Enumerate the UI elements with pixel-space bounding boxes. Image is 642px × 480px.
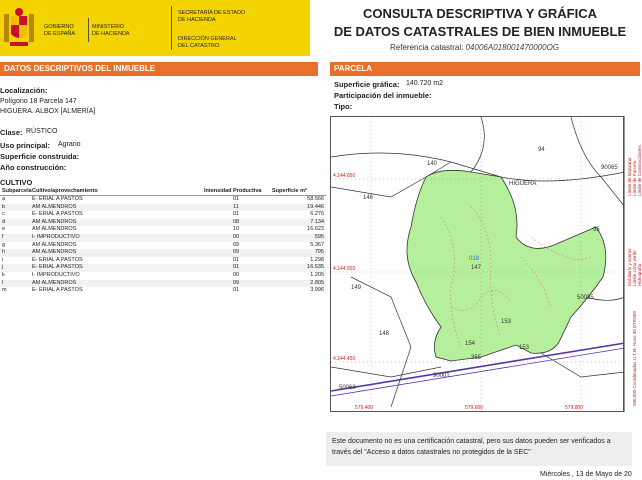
- table-cell: 09: [232, 241, 240, 248]
- map-label: 95: [593, 227, 600, 233]
- table-cell: 11: [202, 204, 270, 212]
- parcel-147-area: [407, 170, 606, 361]
- table-cell: 09: [202, 249, 270, 257]
- table-row: [0, 234, 326, 242]
- superficie-construida-label: Superficie construida:: [0, 152, 80, 161]
- table-cell: E- ERIAL A PASTOS: [32, 287, 83, 294]
- localizacion-line-2: HIGUERA. ALBOX [ALMERÍA]: [0, 108, 96, 115]
- table-cell: 01: [232, 287, 240, 294]
- anio-construccion-label: Año construcción:: [0, 163, 67, 172]
- table-cell: 1.298: [310, 256, 324, 263]
- map-legend: [624, 116, 640, 412]
- table-row: [0, 219, 326, 227]
- coordinate-label: 579.800: [565, 405, 584, 411]
- table-row: [0, 242, 326, 250]
- column-header: Superficie m²: [270, 186, 326, 196]
- table-cell: 595: [270, 234, 326, 242]
- table-row: [0, 264, 326, 272]
- legend-item: Límite zona verde: [632, 250, 637, 286]
- table-cell: f: [0, 234, 30, 242]
- table-row: [0, 226, 326, 234]
- table-cell: i: [2, 256, 4, 263]
- table-cell: l: [0, 280, 30, 288]
- map-label: 140: [427, 161, 438, 167]
- column-header: Intensidad Productiva: [202, 186, 270, 196]
- table-row: [0, 257, 326, 265]
- table-cell: 6.276: [310, 211, 324, 218]
- map-label: 146: [363, 195, 374, 201]
- coordinate-label: 579.600: [465, 405, 484, 411]
- table-cell: 5.367: [310, 241, 324, 248]
- table-cell: 2.805: [270, 280, 326, 288]
- table-row: [0, 280, 326, 288]
- title-line-1: CONSULTA DESCRIPTIVA Y GRÁFICA: [362, 6, 597, 21]
- coordinate-label: 4.144.550: [333, 266, 356, 272]
- descriptive-data-section-title: DATOS DESCRIPTIVOS DEL INMUEBLE: [0, 62, 318, 76]
- table-row: [0, 249, 326, 257]
- table-row: [0, 287, 326, 295]
- banner-divider: [88, 18, 89, 42]
- uso-principal-label: Uso principal:: [0, 141, 51, 150]
- table-cell: 3.996: [310, 287, 324, 294]
- table-cell: AM ALMENDROS: [32, 241, 77, 248]
- table-cell: E- ERIAL A PASTOS: [30, 264, 202, 272]
- cultivo-title: CULTIVO: [0, 178, 33, 187]
- parcel-map-drawing: [331, 117, 625, 413]
- table-cell: 1.205: [310, 271, 324, 278]
- table-cell: AM ALMENDROS: [32, 226, 77, 233]
- table-cell: j: [0, 264, 30, 272]
- cultivo-table: [0, 186, 326, 295]
- table-cell: 19.446: [270, 204, 326, 212]
- table-cell: g: [2, 241, 6, 248]
- table-cell: 00: [202, 234, 270, 242]
- coordinate-label: 4.144.450: [333, 356, 356, 362]
- localizacion-line-1: Polígono 18 Parcela 147: [0, 98, 77, 105]
- table-row: [0, 211, 326, 219]
- map-label: 355: [471, 355, 482, 361]
- table-cell: d: [0, 219, 30, 227]
- page-header: [0, 0, 640, 58]
- map-label: 50035: [577, 295, 594, 301]
- tipo-label: Tipo:: [334, 102, 353, 111]
- legend-item: Hidrografía: [637, 263, 642, 286]
- map-label: 148: [379, 331, 390, 337]
- participacion-label: Participación del inmueble:: [334, 91, 432, 100]
- map-label: 90065: [601, 165, 618, 171]
- table-cell: AM ALMENDROS: [30, 219, 202, 227]
- map-label: 94: [538, 147, 545, 153]
- table-cell: 16.623: [307, 226, 324, 233]
- coordinate-label: 579.400: [355, 405, 374, 411]
- coordinate-label: 4.144.650: [333, 173, 356, 179]
- table-cell: 01: [202, 264, 270, 272]
- table-cell: 09: [202, 280, 270, 288]
- footer-date: Miércoles , 13 de Mayo de 20: [540, 471, 632, 478]
- map-label: 90001: [433, 373, 450, 379]
- document-title: [320, 5, 640, 41]
- map-label: 018: [469, 256, 480, 262]
- table-cell: AM ALMENDROS: [30, 280, 202, 288]
- map-label: 153: [519, 345, 530, 351]
- cadastral-map[interactable]: [330, 116, 624, 412]
- table-cell: 01: [232, 211, 240, 218]
- clase-label: Clase:: [0, 128, 23, 137]
- legend-item: 500.000 Coordenadas U.T.M. Huso 30 ETRS89: [632, 310, 637, 406]
- column-header: Cultivo/aprovechamiento: [30, 186, 202, 196]
- table-cell: E- ERIAL A PASTOS: [32, 196, 83, 202]
- map-label: 154: [465, 341, 476, 347]
- table-cell: a: [2, 196, 6, 202]
- map-label: 50068: [339, 385, 356, 391]
- column-header: Subparcela: [2, 187, 32, 194]
- disclaimer-note: Este documento no es una certificación catastral, pero sus datos pueden ser verificados a través del "Acceso a datos catastrales no protegidos de la SEC": [326, 432, 632, 466]
- superficie-grafica-label: Superficie gráfica:: [334, 80, 400, 89]
- parcel-section-title: PARCELA: [330, 62, 640, 76]
- map-label: 149: [351, 285, 362, 291]
- banner-divider: [171, 6, 172, 50]
- table-cell: AM ALMENDROS: [30, 204, 202, 212]
- localizacion-label: Localización:: [0, 86, 48, 95]
- table-row: [0, 272, 326, 280]
- reference-label: Referencia catastral:: [390, 43, 464, 52]
- table-cell: I- IMPRODUCTIVO: [30, 234, 202, 242]
- table-cell: k: [2, 271, 5, 278]
- table-cell: e: [2, 226, 6, 233]
- table-cell: m: [2, 287, 7, 294]
- map-label: HIGUERA: [509, 181, 537, 187]
- legend-item: Límite de Construcciones: [637, 145, 642, 196]
- coat-of-arms-logo: [2, 6, 36, 50]
- table-cell: c: [2, 211, 5, 218]
- map-label: 147: [471, 265, 482, 271]
- table-row: [0, 204, 326, 212]
- legend-item: Límite de Manzana: [627, 157, 632, 196]
- table-cell: b: [0, 204, 30, 212]
- table-header-row: [0, 186, 326, 196]
- table-cell: 16.535: [270, 264, 326, 272]
- table-cell: 01: [232, 256, 240, 263]
- table-cell: 00: [232, 271, 240, 278]
- table-cell: E- ERIAL A PASTOS: [32, 211, 83, 218]
- map-label: 153: [501, 319, 512, 325]
- legend-item: Mobiliario y aceras: [627, 248, 632, 286]
- table-cell: h: [0, 249, 30, 257]
- secretaria-name: SECRETARÍA DE ESTADO DE HACIENDA: [178, 10, 246, 23]
- ministry-name: MINISTERIO DE HACIENDA: [92, 24, 130, 37]
- table-cell: 58.566: [307, 196, 324, 202]
- reference-line: [390, 43, 559, 52]
- clase-value: RÚSTICO: [26, 128, 58, 135]
- table-cell: 08: [202, 219, 270, 227]
- table-cell: 7.134: [270, 219, 326, 227]
- table-cell: I- IMPRODUCTIVO: [32, 271, 80, 278]
- title-line-2: DE DATOS CATASTRALES DE BIEN INMUEBLE: [333, 24, 627, 39]
- reference-value: 04006A018001470000OG: [465, 43, 560, 52]
- direccion-name: DIRECCIÓN GENERAL DEL CATASTRO: [178, 36, 237, 49]
- government-name: GOBIERNO DE ESPAÑA: [44, 24, 76, 37]
- table-cell: 795: [270, 249, 326, 257]
- table-cell: E- ERIAL A PASTOS: [32, 256, 83, 263]
- table-cell: AM ALMENDROS: [30, 249, 202, 257]
- table-row: [0, 196, 326, 204]
- superficie-grafica-value: 140.720 m2: [406, 80, 443, 87]
- uso-principal-value: Agrario: [58, 141, 81, 148]
- table-cell: 01: [232, 196, 240, 202]
- legend-item: Límite de Parcela: [632, 160, 637, 196]
- table-cell: 10: [232, 226, 240, 233]
